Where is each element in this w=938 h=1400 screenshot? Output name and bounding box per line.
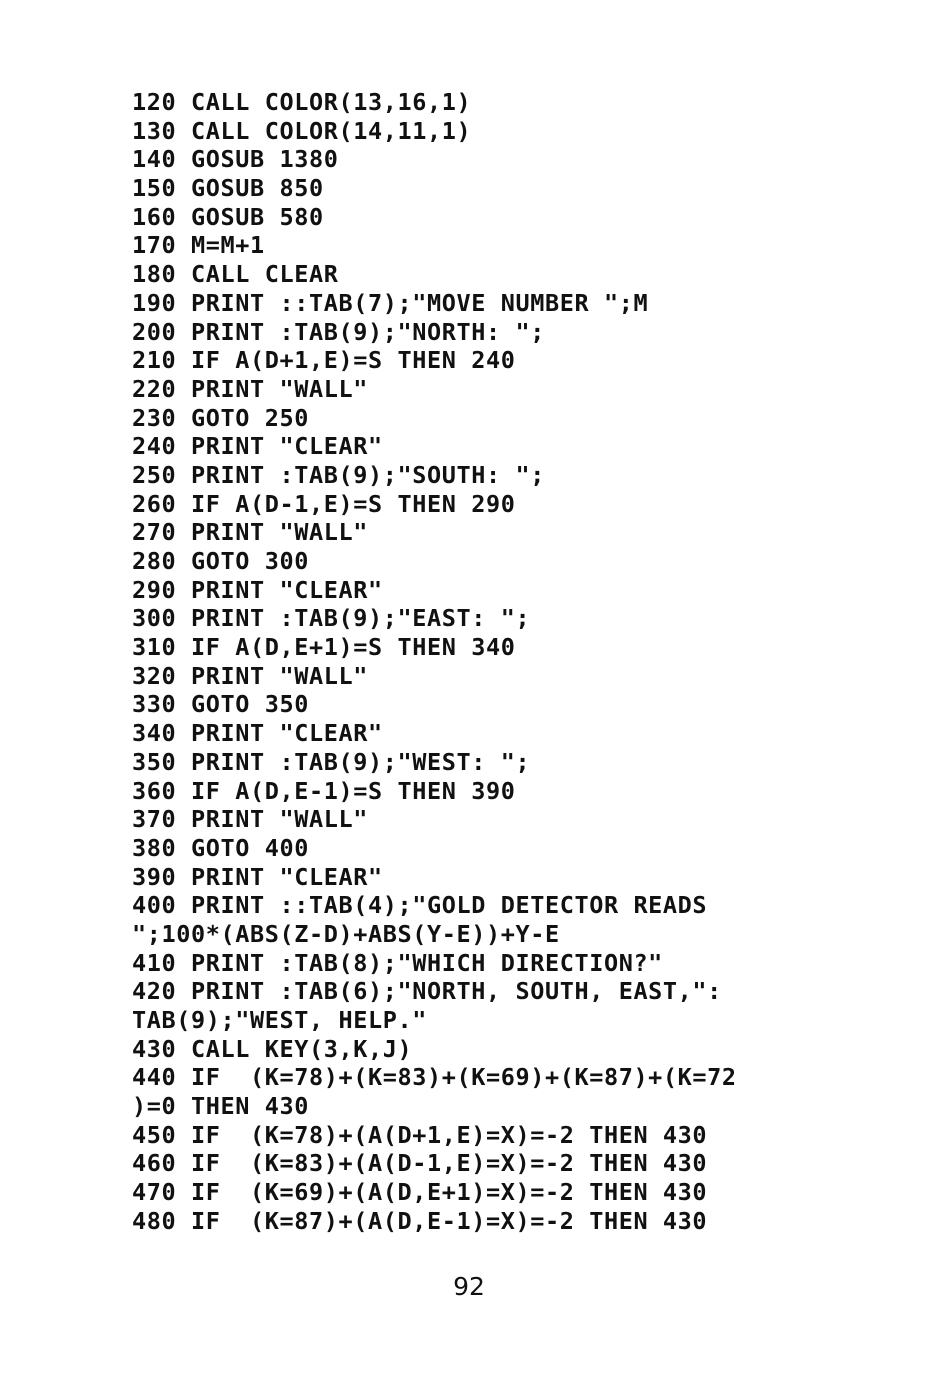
code-line: )=0 THEN 430 [132, 1092, 309, 1121]
code-line: 210 IF A(D+1,E)=S THEN 240 [132, 346, 516, 375]
code-line: 340 PRINT "CLEAR" [132, 719, 383, 748]
code-line: 260 IF A(D-1,E)=S THEN 290 [132, 489, 516, 518]
code-line: 120 CALL COLOR(13,16,1) [132, 88, 472, 116]
code-line: 410 PRINT :TAB(8);"WHICH DIRECTION?" [132, 948, 663, 977]
code-line: 190 PRINT ::TAB(7);"MOVE NUMBER ";M [132, 288, 649, 317]
code-line: 450 IF (K=78)+(A(D+1,E)=X)=-2 THEN 430 [132, 1120, 708, 1149]
code-line: 420 PRINT :TAB(6);"NORTH, SOUTH, EAST,": [132, 977, 722, 1006]
code-line: 280 GOTO 300 [132, 547, 309, 575]
code-line: 240 PRINT "CLEAR" [132, 432, 383, 461]
page-number: 92 [453, 1272, 485, 1301]
code-line: 350 PRINT :TAB(9);"WEST: "; [132, 747, 531, 776]
code-line: 430 CALL KEY(3,K,J) [132, 1034, 413, 1063]
code-line: 440 IF (K=78)+(K=83)+(K=69)+(K=87)+(K=72 [132, 1063, 737, 1092]
code-line: 480 IF (K=87)+(A(D,E-1)=X)=-2 THEN 430 [132, 1206, 708, 1235]
code-line: 290 PRINT "CLEAR" [132, 575, 383, 604]
code-line: 230 GOTO 250 [132, 403, 309, 432]
code-line: 320 PRINT "WALL" [132, 661, 368, 690]
code-line: 370 PRINT "WALL" [132, 805, 368, 834]
code-line: 300 PRINT :TAB(9);"EAST: "; [132, 604, 531, 633]
code-line: TAB(9);"WEST, HELP." [132, 1006, 427, 1034]
code-line: 140 GOSUB 1380 [132, 145, 339, 174]
code-line: 360 IF A(D,E-1)=S THEN 390 [132, 776, 516, 805]
code-line: 400 PRINT ::TAB(4);"GOLD DETECTOR READS [132, 891, 708, 920]
code-line: ";100*(ABS(Z-D)+ABS(Y-E))+Y-E [132, 919, 560, 948]
code-line: 220 PRINT "WALL" [132, 374, 368, 403]
code-line: 460 IF (K=83)+(A(D-1,E)=X)=-2 THEN 430 [132, 1149, 708, 1178]
code-line: 270 PRINT "WALL" [132, 518, 368, 547]
basic-program-listing [132, 88, 832, 1236]
code-line: 170 M=M+1 [132, 231, 265, 260]
code-line: 180 CALL CLEAR [132, 260, 339, 289]
code-line: 390 PRINT "CLEAR" [132, 862, 383, 891]
code-line: 380 GOTO 400 [132, 833, 309, 862]
code-line: 150 GOSUB 850 [132, 174, 324, 203]
code-line: 250 PRINT :TAB(9);"SOUTH: "; [132, 460, 545, 489]
code-line: 200 PRINT :TAB(9);"NORTH: "; [132, 317, 545, 346]
code-line: 160 GOSUB 580 [132, 202, 324, 231]
code-line: 130 CALL COLOR(14,11,1) [132, 116, 472, 145]
code-line: 330 GOTO 350 [132, 690, 309, 719]
code-line: 470 IF (K=69)+(A(D,E+1)=X)=-2 THEN 430 [132, 1178, 708, 1207]
code-line: 310 IF A(D,E+1)=S THEN 340 [132, 633, 516, 662]
